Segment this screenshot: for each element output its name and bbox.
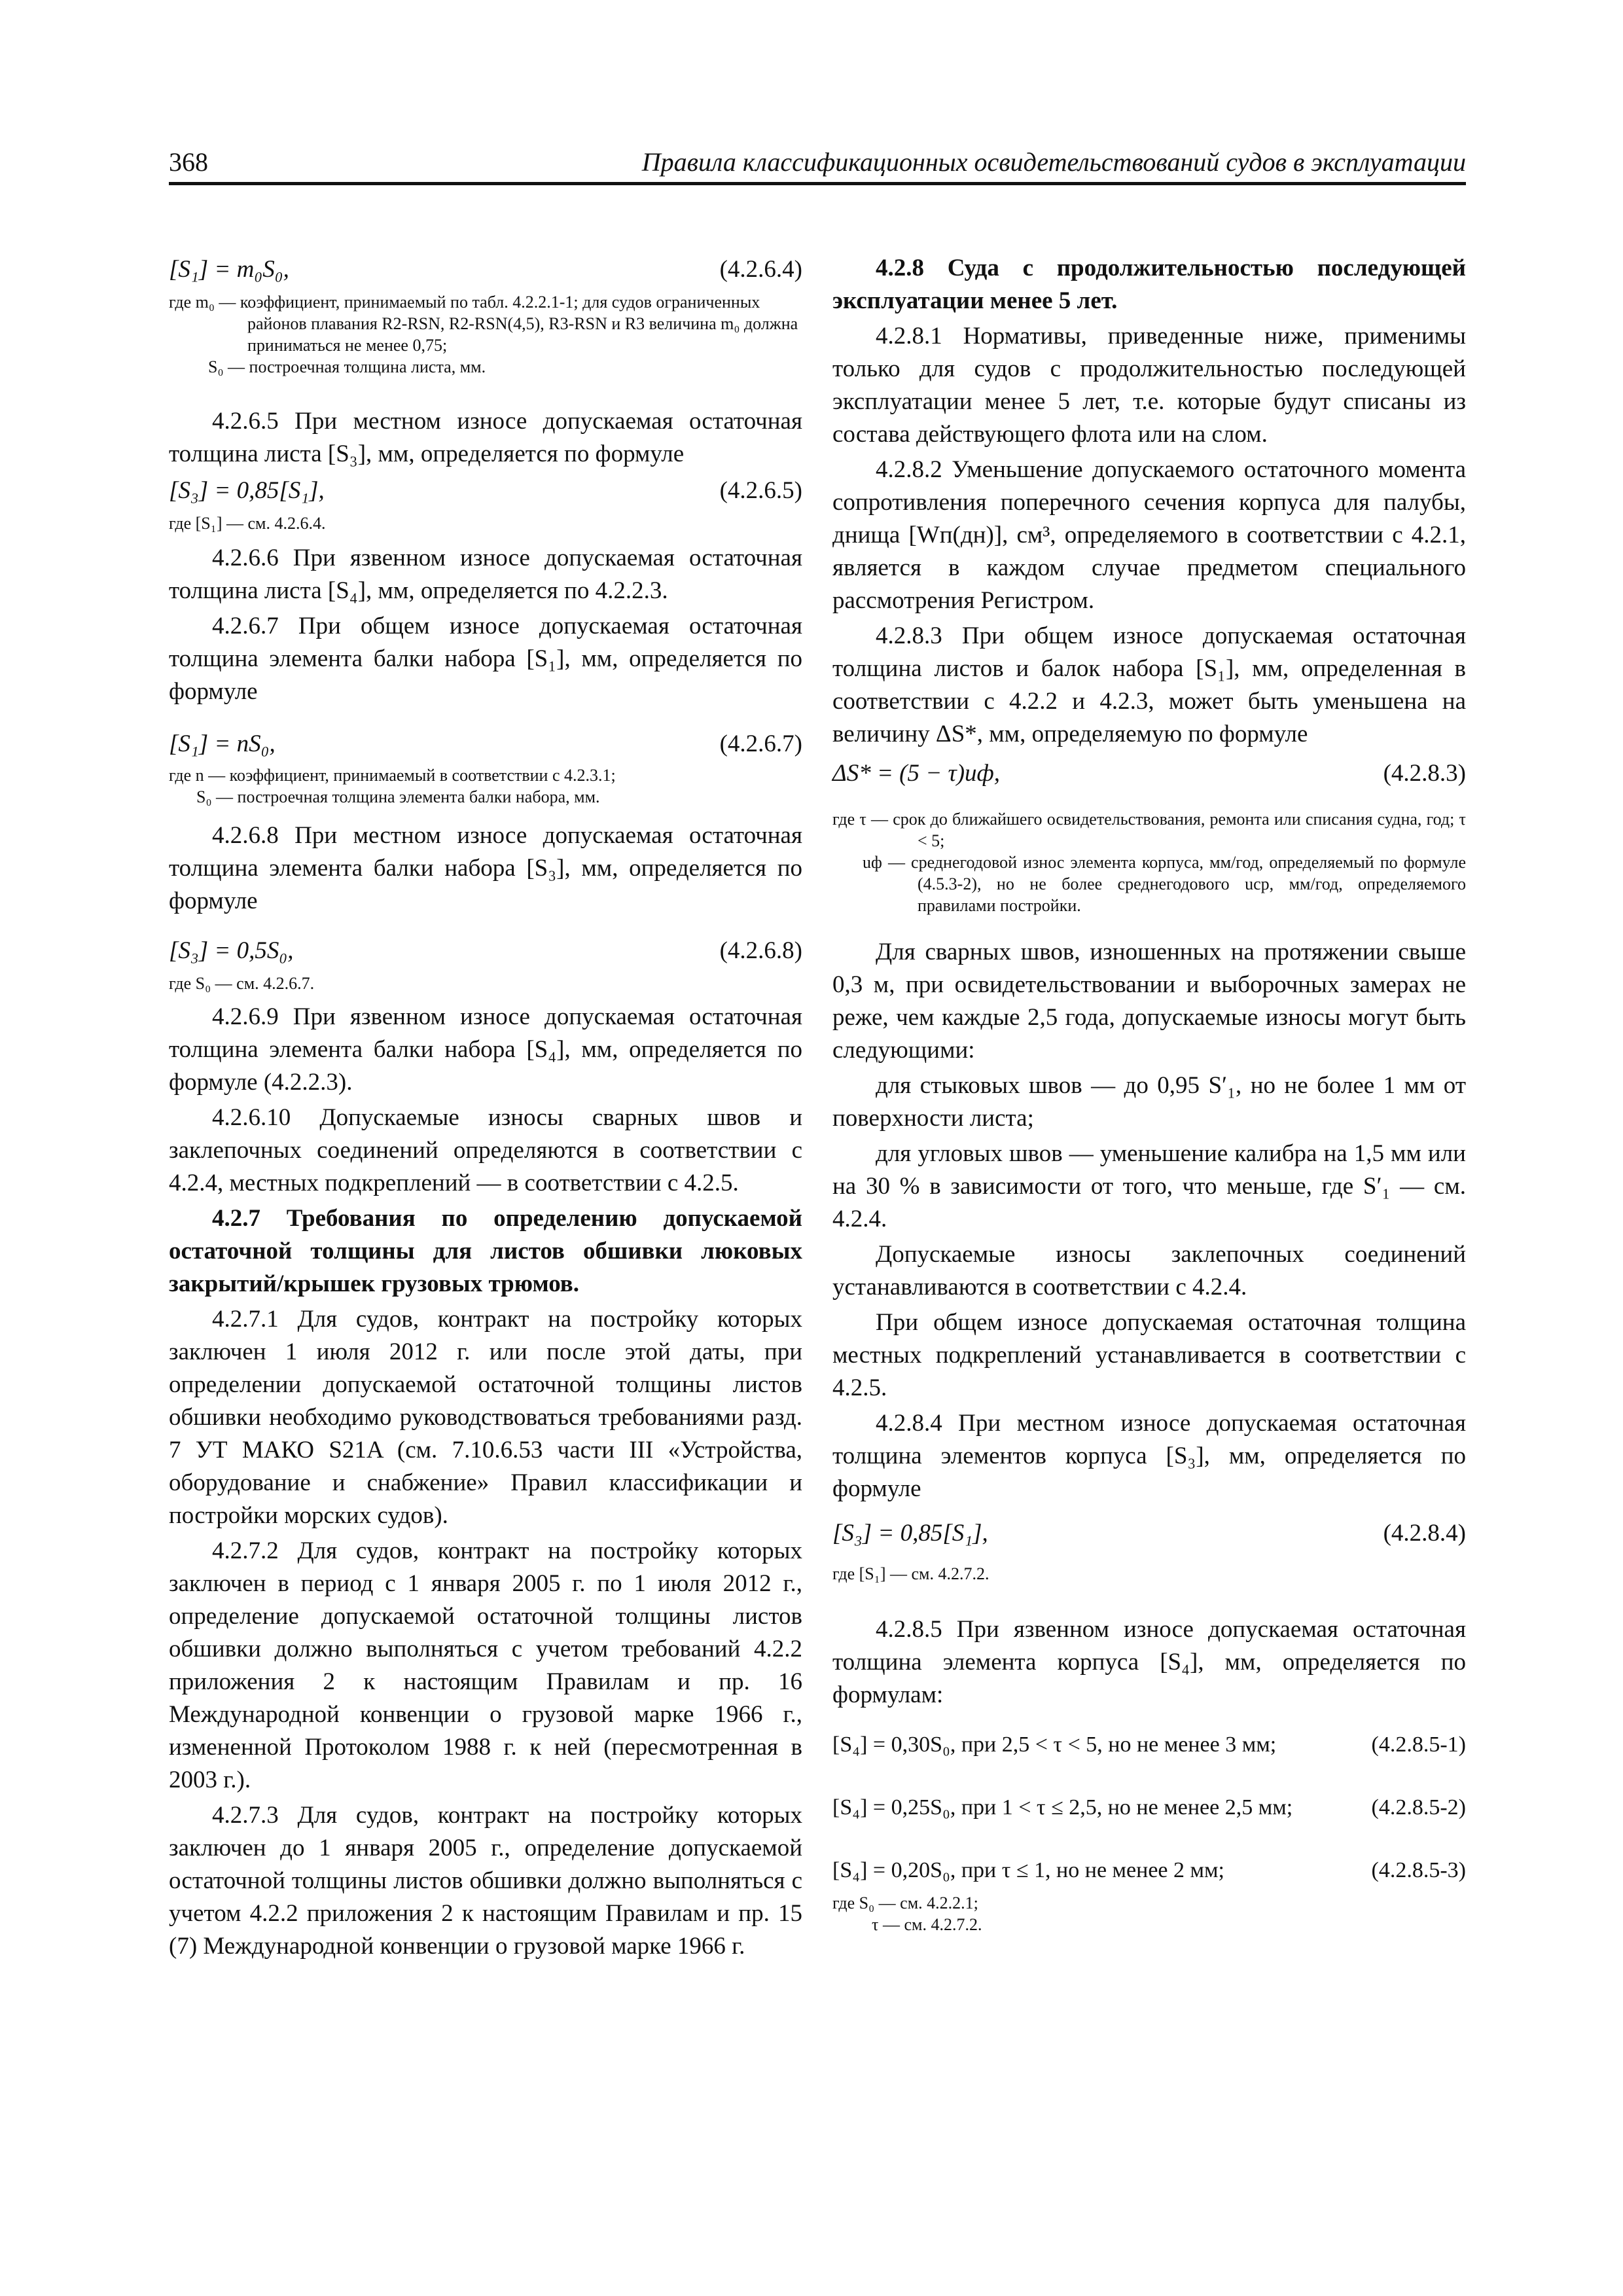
- note-4-2-8-3: [832, 808, 1466, 916]
- para-welds: Для сварных швов, изношенных на протяжении свыше 0,3 м, при освидетельствовании и выборочных замерах не реже, чем каждые 2,5 года, допускаемые износы могут быть следующими:: [832, 939, 1466, 1064]
- para-rivets: Допускаемые износы заклепочных соединений устанавливаются в соответствии с 4.2.4.: [832, 1241, 1466, 1300]
- para-4-2-6-7: 4.2.6.7 При общем износе допускаемая остаточная толщина элемента балки набора [S₁], мм, определяется по формуле: [169, 613, 802, 705]
- formula-4-2-8-3: ΔS* = (5 − τ)uф, (4.2.8.3): [832, 760, 1466, 787]
- formula-4-2-8-5-3: [S₄] = 0,20S₀, при τ ≤ 1, но не менее 2 мм; (4.2.8.5-3): [832, 1858, 1466, 1882]
- note-tau: где τ — срок до ближайшего освидетельствования, ремонта или списания судна, год; τ < 5;: [832, 810, 1466, 850]
- note-4-2-6-5: где [S₁] — см. 4.2.6.4.: [169, 514, 326, 533]
- formula-4-2-8-5-1: [S₄] = 0,30S₀, при 2,5 < τ < 5, но не менее 3 мм; (4.2.8.5-1): [832, 1732, 1466, 1757]
- formula-4-2-8-4: [S₃] = 0,85[S₁], (4.2.8.4): [832, 1520, 1466, 1547]
- note-uf: uф — среднегодовой износ элемента корпуса, мм/год, определяемый по формуле (4.5.3-2), но не более среднегодового uср, мм/год, определяемого правилами постройки.: [863, 853, 1466, 915]
- para-4-2-8-4: 4.2.8.4 При местном износе допускаемая остаточная толщина элементов корпуса [S₃], мм, определяется по формуле: [832, 1410, 1466, 1502]
- para-4-2-7-1: 4.2.7.1 Для судов, контракт на постройку которых заключен 1 июля 2012 г. или после этой даты, при определении допускаемой остаточной толщины листов обшивки необходимо руководствоваться требованиями разд. 7 УТ МАКО S21A (см. 7.10.6.53 части III «Устройства, оборудование и снабжение» Правил классификации и постройки морских судов).: [169, 1306, 802, 1529]
- note-n: где n — коэффициент, принимаемый в соответствии с 4.2.3.1;: [169, 766, 616, 785]
- note-4-2-8-4: где [S₁] — см. 4.2.7.2.: [832, 1564, 990, 1583]
- para-4-2-6-10: 4.2.6.10 Допускаемые износы сварных швов и заклепочных соединений определяются в соответствии с 4.2.4, местных подкреплений — в соответствии с 4.2.5.: [169, 1104, 802, 1196]
- note-4-2-8-5: [832, 1892, 1466, 1935]
- note-4-2-6-8: где S₀ — см. 4.2.6.7.: [169, 974, 315, 993]
- para-4-2-8-5: 4.2.8.5 При язвенном износе допускаемая остаточная толщина элемента корпуса [S₄], мм, определяется по формулам:: [832, 1616, 1466, 1708]
- right-column: [832, 252, 1466, 1935]
- para-4-2-8-2: 4.2.8.2 Уменьшение допускаемого остаточного момента сопротивления поперечного сечения корпуса для палубы, днища [Wп(дн)], см³, определяемого в соответствии с 4.2.1, является в каждом случае предметом специального рассмотрения Регистром.: [832, 456, 1466, 614]
- note-4-2-6-4: [169, 291, 802, 378]
- formula-4-2-8-5-2: [S₄] = 0,25S₀, при 1 < τ ≤ 2,5, но не менее 2,5 мм; (4.2.8.5-2): [832, 1795, 1466, 1820]
- note-4-2-6-7: [169, 764, 802, 808]
- note-m0: где m₀ — коэффициент, принимаемый по табл. 4.2.2.1-1; для судов ограниченных районов плавания R2-RSN, R2-RSN(4,5), R3-RSN и R3 величина m₀ должна приниматься не менее 0,75;: [169, 293, 798, 355]
- para-4-2-6-6: 4.2.6.6 При язвенном износе допускаемая остаточная толщина листа [S₄], мм, определяется по 4.2.2.3.: [169, 545, 802, 604]
- para-fillet-welds: для угловых швов — уменьшение калибра на 1,5 мм или на 30 % в зависимости от того, что меньше, где S′₁ — см. 4.2.4.: [832, 1140, 1466, 1232]
- running-title: Правила классификационных освидетельствований судов в эксплуатации: [641, 147, 1466, 177]
- para-local-stiffeners: При общем износе допускаемая остаточная толщина местных подкреплений устанавливается в соответствии с 4.2.5.: [832, 1309, 1466, 1401]
- para-4-2-7-3: 4.2.7.3 Для судов, контракт на постройку которых заключен до 1 января 2005 г., определение допускаемой остаточной толщины листов обшивки должно выполняться с учетом 4.2.2 приложения 2 к настоящим Правилам и пр. 15 (7) Международной конвенции о грузовой марке 1966 г.: [169, 1802, 802, 1960]
- para-4-2-6-9: 4.2.6.9 При язвенном износе допускаемая остаточная толщина элемента балки набора [S₄], мм, определяется по формуле (4.2.2.3).: [169, 1003, 802, 1096]
- formula-4-2-6-8: [S₃] = 0,5S₀, (4.2.6.8): [169, 937, 802, 964]
- formula-4-2-6-5: [S₃] = 0,85[S₁], (4.2.6.5): [169, 477, 802, 504]
- note-s0-ref: где S₀ — см. 4.2.2.1;: [832, 1893, 978, 1912]
- para-4-2-7: 4.2.7 Требования по определению допускаемой остаточной толщины для листов обшивки люковых закрытий/крышек грузовых трюмов.: [169, 1205, 802, 1297]
- para-4-2-8: 4.2.8 Суда с продолжительностью последующей эксплуатации менее 5 лет.: [832, 255, 1466, 314]
- para-4-2-7-2: 4.2.7.2 Для судов, контракт на постройку которых заключен в период с 1 января 2005 г. по 1 июля 2012 г., определение допускаемой остаточной толщины листов обшивки должно выполняться с учетом требований 4.2.2 приложения 2 к настоящим Правилам и пр. 16 Международной конвенции о грузовой марке 1966 г., измененной Протоколом 1988 г. к ней (пересмотренная в 2003 г.).: [169, 1537, 802, 1793]
- note-s0-beam: S₀ — построечная толщина элемента балки набора, мм.: [196, 787, 600, 806]
- note-tau-ref: τ — см. 4.2.7.2.: [872, 1915, 982, 1934]
- formula-4-2-6-7: [S₁] = nS₀, (4.2.6.7): [169, 730, 802, 757]
- formula-4-2-6-4: [S₁] = m₀S₀, (4.2.6.4): [169, 256, 802, 283]
- note-s0: S₀ — построечная толщина листа, мм.: [208, 357, 486, 376]
- para-4-2-8-3: 4.2.8.3 При общем износе допускаемая остаточная толщина листов и балок набора [S₁], мм, определенная в соответствии с 4.2.2 и 4.2.3, может быть уменьшена на величину ΔS*, мм, определяемую по формуле: [832, 622, 1466, 747]
- para-4-2-6-5: 4.2.6.5 При местном износе допускаемая остаточная толщина листа [S₃], мм, определяется по формуле: [169, 408, 802, 467]
- left-column: [169, 252, 802, 1965]
- page-number: 368: [169, 147, 208, 177]
- para-4-2-6-8: 4.2.6.8 При местном износе допускаемая остаточная толщина элемента балки набора [S₃], мм, определяется по формуле: [169, 822, 802, 914]
- page-header: [169, 147, 1466, 185]
- para-4-2-8-1: 4.2.8.1 Нормативы, приведенные ниже, применимы только для судов с продолжительностью последующей эксплуатации менее 5 лет, т.е. которые будут списаны из состава действующего флота или на слом.: [832, 323, 1466, 448]
- para-butt-welds: для стыковых швов — до 0,95 S′₁, но не более 1 мм от поверхности листа;: [832, 1072, 1466, 1132]
